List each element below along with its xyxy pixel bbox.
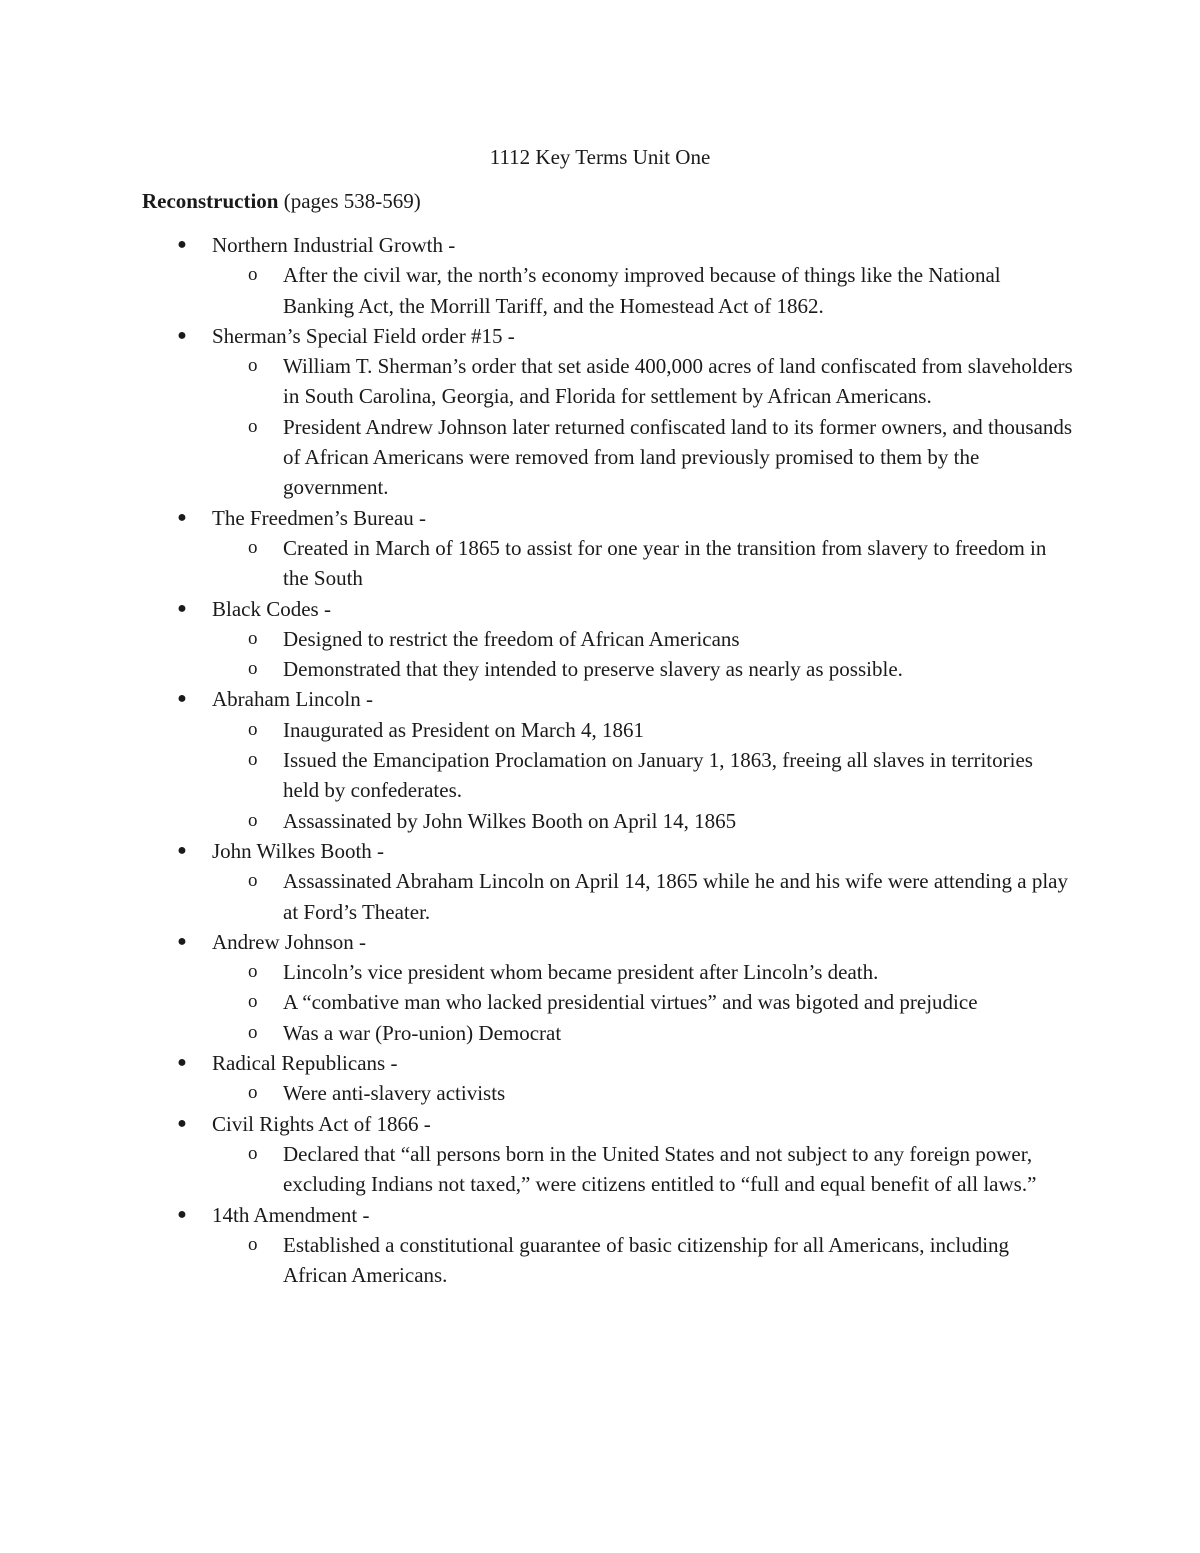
term-item	[0, 1109, 1200, 1200]
term-details-list	[212, 957, 1200, 1048]
bullet-icon: ●	[177, 326, 187, 344]
term-line	[212, 1048, 1200, 1078]
term-detail	[0, 1139, 1073, 1200]
bullet-icon: ●	[177, 236, 187, 253]
term-line	[212, 503, 1200, 533]
term-line	[212, 594, 1200, 624]
term-detail	[0, 1018, 1073, 1048]
term-detail	[0, 806, 1073, 836]
sub-bullet-icon: o	[248, 264, 258, 286]
term-label: Andrew Johnson -	[212, 929, 366, 954]
key-terms-list	[0, 230, 1200, 1290]
bullet-icon: ●	[177, 1054, 187, 1072]
bullet-icon: ●	[177, 508, 187, 526]
term-detail	[0, 987, 1073, 1017]
term-detail-text: Declared that “all persons born in the United States and not subject to any foreign power, excluding Indians not taxed,” were citizens entitled to “full and equal benefit of all laws.”	[283, 1141, 1037, 1197]
term-label: Northern Industrial Growth -	[212, 233, 456, 257]
term-item	[0, 927, 1200, 1048]
term-detail	[0, 412, 1073, 503]
term-line	[212, 321, 1200, 351]
term-item	[0, 1048, 1200, 1109]
term-line	[212, 1109, 1200, 1139]
sub-bullet-icon: o	[248, 658, 258, 680]
term-detail-text: William T. Sherman’s order that set aside 400,000 acres of land confiscated from slaveholders in South Carolina, Georgia, and Florida for settlement by African Americans.	[283, 354, 1073, 409]
term-detail-text: Assassinated Abraham Lincoln on April 14, 1865 while he and his wife were attending a play at Ford’s Theater.	[283, 869, 1068, 924]
term-detail	[0, 351, 1073, 412]
sub-bullet-icon: o	[248, 1021, 258, 1043]
term-line	[212, 927, 1200, 957]
term-detail	[0, 745, 1073, 806]
term-detail-text: Designed to restrict the freedom of African Americans	[283, 626, 740, 651]
term-label: Sherman’s Special Field order #15 -	[212, 323, 515, 348]
sub-bullet-icon: o	[248, 809, 258, 831]
term-label: Black Codes -	[212, 596, 331, 621]
term-detail	[0, 715, 1073, 745]
term-label: Radical Republicans -	[212, 1051, 398, 1076]
sub-bullet-icon: o	[248, 991, 258, 1013]
term-item	[0, 230, 1200, 321]
term-detail-text: Demonstrated that they intended to preserve slavery as nearly as possible.	[283, 657, 903, 682]
sub-bullet-icon: o	[248, 355, 258, 377]
sub-bullet-icon: o	[248, 749, 258, 771]
term-item	[0, 684, 1200, 835]
sub-bullet-icon: o	[248, 1082, 258, 1104]
term-detail-text: President Andrew Johnson later returned confiscated land to its former owners, and thousands of African Americans were removed from land previously promised to them by the government.	[283, 414, 1073, 500]
term-details-list	[212, 624, 1200, 685]
term-detail	[0, 533, 1073, 594]
term-label: Abraham Lincoln -	[212, 687, 373, 712]
bullet-icon: ●	[177, 690, 187, 708]
bullet-icon: ●	[177, 599, 187, 617]
sub-bullet-icon: o	[248, 536, 258, 558]
section-page-range: (pages 538-569)	[283, 189, 421, 213]
term-detail-text: Inaugurated as President on March 4, 1861	[283, 717, 644, 742]
term-line	[212, 230, 1200, 260]
term-label: The Freedmen’s Bureau -	[212, 505, 427, 530]
term-item	[0, 1200, 1200, 1291]
term-detail-text: Established a constitutional guarantee of basic citizenship for all Americans, including African Americans.	[283, 1232, 1010, 1288]
term-item	[0, 321, 1200, 503]
term-detail	[0, 260, 1073, 321]
term-label: John Wilkes Booth -	[212, 838, 385, 863]
term-details-list	[212, 1078, 1200, 1108]
term-details-list	[212, 1139, 1200, 1200]
term-detail-text: Were anti-slavery activists	[283, 1081, 506, 1106]
sub-bullet-icon: o	[248, 961, 258, 983]
term-details-list	[212, 351, 1200, 502]
sub-bullet-icon: o	[248, 415, 258, 437]
term-item	[0, 503, 1200, 594]
term-line	[212, 1200, 1200, 1230]
term-detail	[0, 866, 1073, 927]
term-details-list	[212, 260, 1200, 321]
term-details-list	[212, 533, 1200, 594]
term-detail	[0, 624, 1073, 654]
term-detail-text: Created in March of 1865 to assist for one year in the transition from slavery to freedom in the South	[283, 535, 1047, 591]
term-label: Civil Rights Act of 1866 -	[212, 1111, 431, 1136]
document-title: 1112 Key Terms Unit One	[489, 145, 711, 169]
term-label: 14th Amendment -	[212, 1202, 370, 1227]
term-detail-text: Lincoln’s vice president whom became president after Lincoln’s death.	[283, 960, 879, 985]
term-line	[212, 836, 1200, 866]
term-detail-text: A “combative man who lacked presidential virtues” and was bigoted and prejudice	[283, 990, 978, 1015]
bullet-icon: ●	[177, 932, 187, 950]
sub-bullet-icon: o	[248, 627, 258, 649]
bullet-icon: ●	[177, 1205, 187, 1223]
section-heading-title: Reconstruction	[142, 189, 279, 213]
term-details-list	[212, 866, 1200, 927]
term-detail-text: Was a war (Pro-union) Democrat	[283, 1020, 562, 1045]
bullet-icon: ●	[177, 1114, 187, 1132]
term-details-list	[212, 1230, 1200, 1291]
term-detail	[0, 1230, 1073, 1291]
term-detail	[0, 957, 1073, 987]
sub-bullet-icon: o	[248, 1142, 258, 1164]
term-detail	[0, 1078, 1073, 1108]
term-detail	[0, 654, 1073, 684]
term-item	[0, 836, 1200, 927]
sub-bullet-icon: o	[248, 1233, 258, 1255]
term-item	[0, 594, 1200, 685]
term-details-list	[212, 715, 1200, 836]
term-line	[212, 684, 1200, 714]
bullet-icon: ●	[177, 841, 187, 859]
term-detail-text: After the civil war, the north’s economy improved because of things like the National Banking Act, the Morrill Tariff, and the Homestead Act of 1862.	[283, 263, 1001, 318]
term-detail-text: Issued the Emancipation Proclamation on January 1, 1863, freeing all slaves in territories held by confederates.	[283, 748, 1033, 803]
sub-bullet-icon: o	[248, 718, 258, 740]
sub-bullet-icon: o	[248, 870, 258, 892]
section-heading	[142, 187, 421, 215]
term-detail-text: Assassinated by John Wilkes Booth on April 14, 1865	[283, 808, 737, 833]
